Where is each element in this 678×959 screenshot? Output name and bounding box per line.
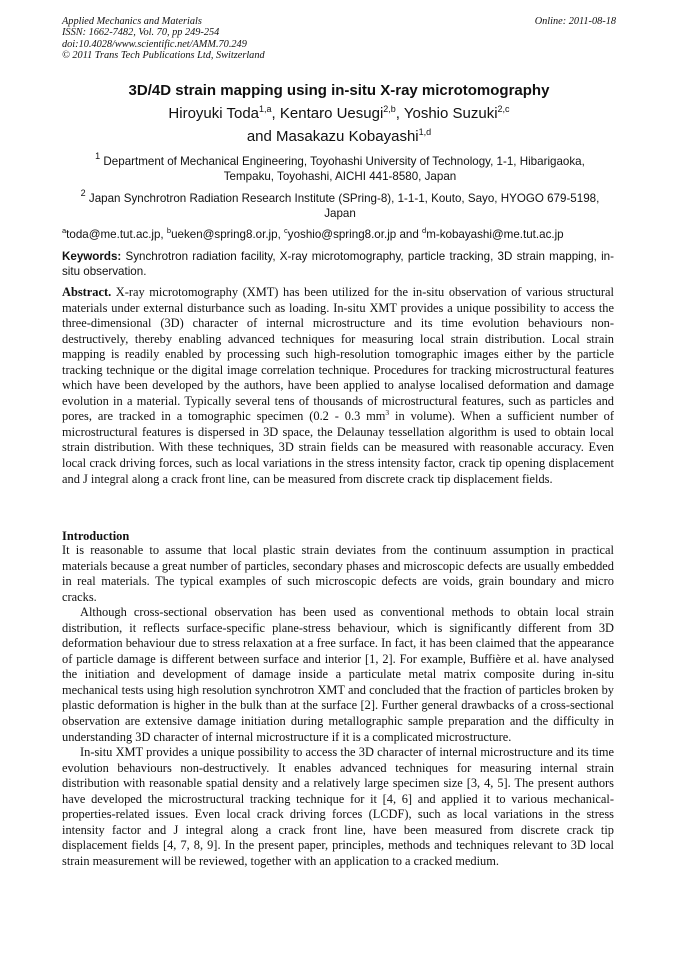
keywords-text: Synchrotron radiation facility, X-ray microtomography, particle tracking, 3D strain mapping, in-situ observation. bbox=[62, 250, 614, 278]
abstract bbox=[62, 285, 614, 487]
paragraph: It is reasonable to assume that local plastic strain deviates from the continuum assumption in practical materials because a great number of particles, secondary phases and microscopic defects are usually embedded in real materials. The typical examples of such microscopic defects are voids, grain boundary and micro cracks. bbox=[62, 543, 614, 604]
author-affil-mark: 1,a bbox=[259, 104, 272, 114]
paper-title: 3D/4D strain mapping using in-situ X-ray microtomography bbox=[128, 82, 550, 99]
abstract-label: Abstract. bbox=[62, 285, 112, 299]
author-affil-mark: 1,d bbox=[418, 127, 432, 137]
affiliation-2 bbox=[70, 188, 610, 221]
journal-header bbox=[62, 16, 616, 62]
affiliation-text: Department of Mechanical Engineering, Toyohashi University of Technology, 1-1, Hibarigaoka, Tempaku, Toyohashi, AICHI 441-8580, Japan bbox=[103, 155, 585, 183]
email: toda@me.tut.ac.jp, bbox=[66, 228, 167, 241]
affiliation-number: 2 bbox=[80, 188, 86, 198]
author-name: , Yoshio Suzuki bbox=[395, 105, 498, 122]
affiliation-text: Japan Synchrotron Radiation Research Institute (SPring-8), 1-1-1, Kouto, Sayo, HYOGO 679-5198, Japan bbox=[88, 192, 600, 220]
journal-name: Applied Mechanics and Materials bbox=[62, 16, 202, 27]
author-emails bbox=[62, 228, 622, 241]
author-affil-mark: 2,c bbox=[497, 104, 510, 114]
online-date: Online: 2011-08-18 bbox=[534, 16, 616, 27]
section-heading-introduction: Introduction bbox=[62, 529, 130, 543]
abstract-text: in volume). When a sufficient number of microstructural features is dispersed in 3D space, the Delaunay tessellation algorithm is used to obtain local strain distribution. With these techniques, 3D strain fields can be measured with reasonable accuracy. Even local crack driving forces, such as local variations in the stress intensity factor, crack tip opening displacement and J integral along a crack front line, can be measured from discrete crack tip displacement fields. bbox=[62, 409, 614, 486]
affiliation-number: 1 bbox=[95, 151, 101, 161]
author-affil-mark: 2,b bbox=[383, 104, 396, 114]
email: m-kobayashi@me.tut.ac.jp bbox=[426, 228, 564, 241]
affiliation-1 bbox=[70, 151, 610, 184]
author-line-2 bbox=[0, 128, 678, 145]
doi-line: doi:10.4028/www.scientific.net/AMM.70.249 bbox=[62, 38, 247, 50]
copyright-line: © 2011 Trans Tech Publications Ltd, Switzerland bbox=[62, 50, 265, 62]
email: yoshio@spring8.or.jp and bbox=[287, 228, 423, 241]
email-mark: c bbox=[284, 226, 288, 235]
paragraph: Although cross-sectional observation has been used as conventional methods to obtain local strain distribution, it reflects surface-specific plane-stress behaviour, which is significantly different from 3D deformation behaviour due to stress relaxation at a free surface. In fact, it has been claimed that the appearance of particle damage is different between surface and interior [1, 2]. For example, Buffière et al. have analysed the initiation and development of damage inside a particulate metal matrix composite during in-situ mechanical tests using high resolution synchrotron XMT and concluded that the fraction of particles broken by plastic deformation is higher in the bulk than at the surface [2]. Further general drawbacks of a cross-sectional observation are extensive damage initiation during metallographic sample preparation and the difficulty in understanding 3D character of internal microstructure if it is a complicated microstructure. bbox=[62, 605, 614, 744]
author-line-1 bbox=[0, 105, 678, 122]
keywords-label: Keywords: bbox=[62, 250, 122, 263]
paragraph: In-situ XMT provides a unique possibility to access the 3D character of internal microstructure and its time evolution behaviours non-destructively. It enables advanced techniques for measuring internal strain distribution with reasonable spatial density and a relatively large specimen size [3, 4, 5]. The present authors have developed the microstructural tracking technique for it [4, 6] and applied it to various mechanical-properties-related issues. Even local crack driving forces (LCDF), such as local variations in the stress intensity factor and J integral along a crack front line, have been measured from discrete crack tip displacement fields [4, 7, 8, 9]. In the present paper, principles, methods and techniques relevant to 3D local strain measurement will be reviewed, together with an application to a cracked medium. bbox=[62, 745, 614, 868]
keywords bbox=[62, 249, 614, 279]
email-mark: d bbox=[422, 226, 427, 235]
email-mark: a bbox=[62, 226, 67, 235]
email: ueken@spring8.or.jp, bbox=[171, 228, 285, 241]
issn-line: ISSN: 1662-7482, Vol. 70, pp 249-254 bbox=[62, 27, 220, 39]
email-mark: b bbox=[166, 226, 172, 235]
abstract-text: X-ray microtomography (XMT) has been utilized for the in-situ observation of various structural materials under external disturbance such as loading. In-situ XMT provides a unique possibility to access the three-dimensional (3D) character of internal microstructure and its time evolution behaviours non-destructively, thereby enabling advanced techniques for measuring local strain distribution. Local strain mapping is readily enabled by processing such high-resolution tomographic images either by the particle tracking technique or the digital image correlation technique. Procedures for tracking microstructural features which have been developed by the authors, have been applied to analyse localised deformation and damage evolution in a material. Typically several tens of thousands of microstructural features, such as particles and pores, are tracked in a tomographic specimen (0.2 - 0.3 mm bbox=[62, 285, 614, 424]
introduction-body bbox=[62, 543, 614, 869]
author-name: Hiroyuki Toda bbox=[168, 105, 260, 122]
author-name: , Kentaro Uesugi bbox=[271, 105, 384, 122]
abstract-superscript: 3 bbox=[385, 408, 390, 418]
author-name: and Masakazu Kobayashi bbox=[246, 128, 419, 145]
